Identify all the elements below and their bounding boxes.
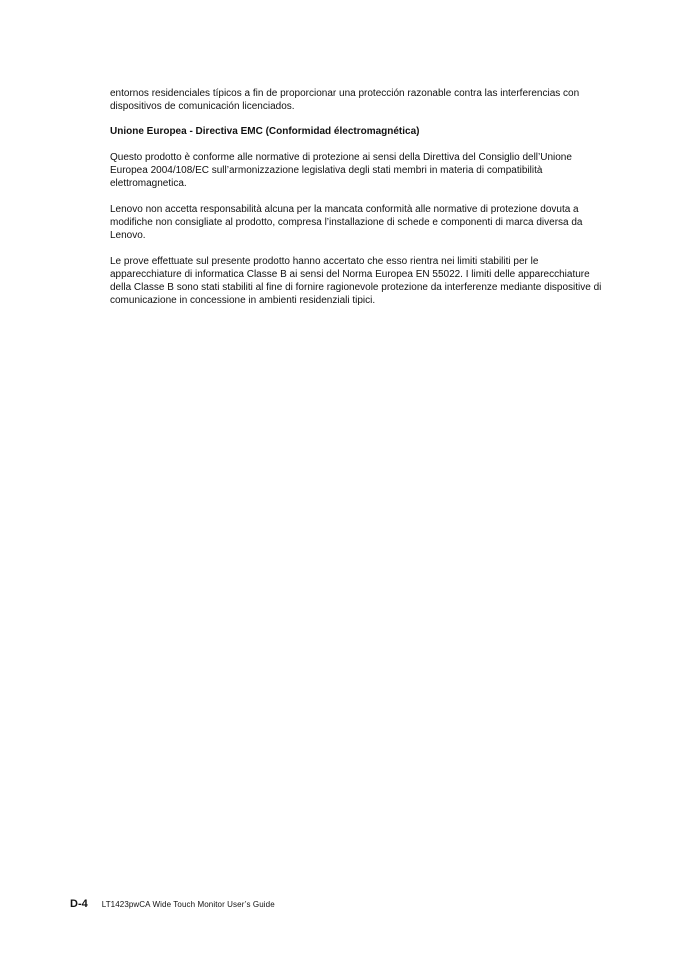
page-number: D-4 [70,898,88,910]
paragraph-continuation: entornos residenciales típicos a fin de proporcionar una protección razonable contra las interferencias con dispositivos de comunicación licenciados. [110,88,580,112]
section-heading: Unione Europea - Directiva EMC (Conformidad électromagnética) [110,126,420,137]
page-footer [70,898,275,910]
document-body [110,87,610,320]
paragraph-responsibility: Lenovo non accetta responsabilità alcuna per la mancata conformità alle normative di protezione dovuta a modifiche non consigliate al prodotto, compresa l’installazione di schede e componenti di marca diversa da Lenovo. [110,204,583,241]
guide-title: LT1423pwCA Wide Touch Monitor User’s Guide [101,900,275,909]
paragraph-conformity: Questo prodotto è conforme alle normative di protezione ai sensi della Direttiva del Consiglio dell’Unione Europea 2004/108/EC sull’armonizzazione legislativa degli stati membri in materia di compatibilità elettromagnetica. [110,152,572,189]
paragraph-class-b-limits: Le prove effettuate sul presente prodotto hanno accertato che esso rientra nei limiti stabiliti per le apparecchiature di informatica Classe B ai sensi del Norma Europea EN 55022. I limiti delle apparecchiature della Classe B sono stati stabiliti al fine di fornire ragionevole protezione da interferenze mediante dispositive di comunicazione in concessione in ambienti residenziali tipici. [110,256,602,306]
